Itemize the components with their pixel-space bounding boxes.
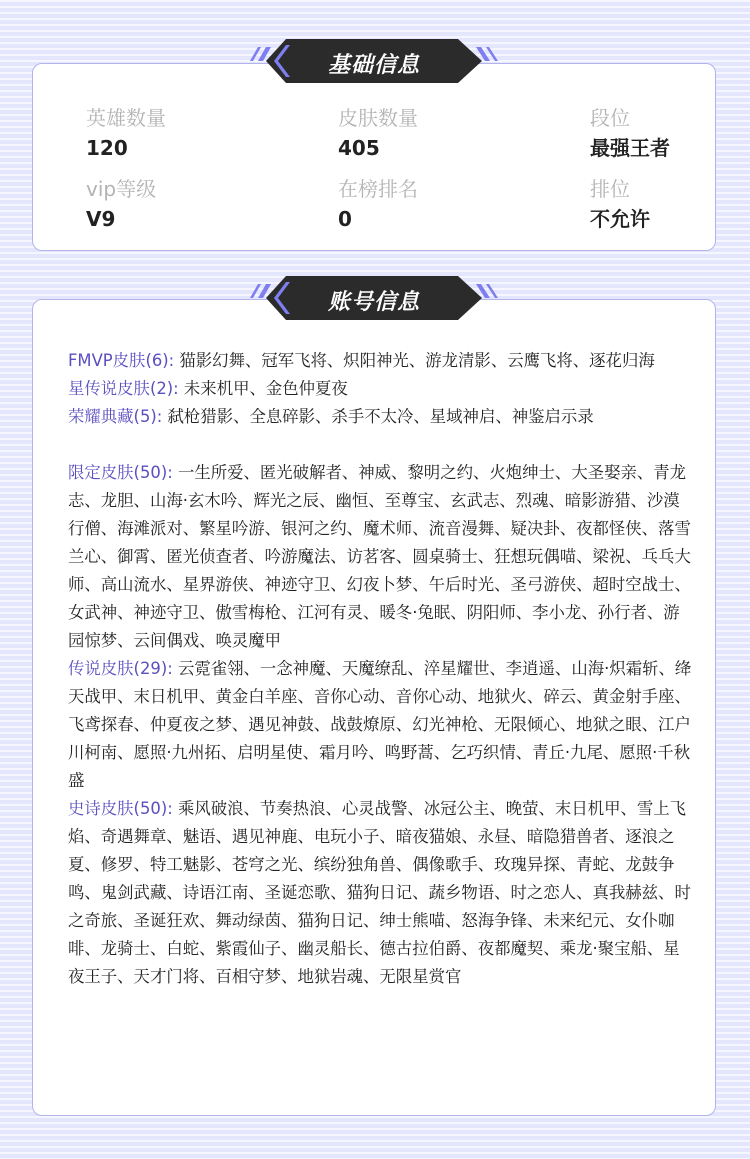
skin-list [68,347,692,991]
stat-leaderboard-rank [338,175,538,233]
skin-group-items: 云霓雀翎、一念神魔、天魔缭乱、淬星耀世、李逍遥、山海·炽霜斩、绛天战甲、末日机甲、黄金白羊座、音你心动、音你心动、地狱火、碎云、黄金射手座、飞鸢探春、仲夏夜之梦、遇见神鼓、战鼓燎原、幻光神枪、无限倾心、地狱之眼、江户川柯南、愿照·九州拓、启明星使、霜月吟、鸣野蒿、乞巧织情、青丘·九尾、愿照·千秋盛 [68,659,692,790]
stat-label: 排位 [590,177,630,201]
stat-value: 0 [338,207,352,231]
stat-value: V9 [86,207,116,231]
stat-ranked-allowed [590,175,750,233]
skin-group-label: 星传说皮肤(2): [68,379,179,398]
skin-group-items: 未来机甲、金色仲夏夜 [183,379,348,398]
skin-group-legend [68,655,692,795]
skin-group-label: 限定皮肤(50): [68,463,173,482]
skin-group-label: FMVP皮肤(6): [68,351,175,370]
stat-label: 皮肤数量 [338,106,418,130]
skin-group-items: 一生所爱、匿光破解者、神威、黎明之约、火炮绅士、大圣娶亲、青龙志、龙胆、山海·玄木吟、辉光之辰、幽恒、至尊宝、玄武志、烈魂、暗影游猎、沙漠行僧、海滩派对、繁星吟游、银河之约、魔术师、流音漫舞、疑决卦、夜都怪侠、落雪兰心、御霄、匿光侦查者、吟游魔法、访茗客、圆桌骑士、狂想玩偶喵、梁祝、乓乓大师、高山流水、星界游侠、神迹守卫、幻夜卜梦、午后时光、圣弓游侠、超时空战士、女武神、神迹守卫、傲雪梅枪、江河有灵、暖冬·兔眠、阴阳师、李小龙、孙行者、游园惊梦、云间偶戏、唤灵魔甲 [68,463,691,650]
stat-label: 在榜排名 [338,177,418,201]
stat-value: 最强王者 [590,136,670,160]
stat-vip-level [86,175,286,233]
skin-group-items: 猫影幻舞、冠军飞将、炽阳神光、游龙清影、云鹰飞将、逐花归海 [179,351,655,370]
basic-info-tab [246,37,502,87]
skin-group-label: 史诗皮肤(50): [68,799,173,818]
stat-rank-tier [590,104,750,162]
account-info-tab [246,274,502,324]
stat-value: 120 [86,136,128,160]
account-info-title: 账号信息 [327,290,420,315]
basic-info-title: 基础信息 [327,53,420,78]
skin-group-epic [68,795,692,991]
stat-hero-count [86,104,286,162]
spacer [68,431,692,459]
skin-group-star-legend [68,375,692,403]
stat-label: 段位 [590,106,630,130]
skin-group-limited [68,459,692,655]
stat-label: vip等级 [86,177,157,201]
skin-group-glory [68,403,692,431]
skin-group-items: 弑枪猎影、全息碎影、杀手不太冷、星域神启、神鉴启示录 [167,407,594,426]
stat-value: 405 [338,136,380,160]
skin-group-label: 荣耀典藏(5): [68,407,163,426]
skin-group-items: 乘风破浪、节奏热浪、心灵战警、冰冠公主、晚萤、末日机甲、雪上飞焰、奇遇舞章、魅语、遇见神鹿、电玩小子、暗夜猫娘、永昼、暗隐猎兽者、逐浪之夏、修罗、特工魅影、苍穹之光、缤纷独角兽、偶像歌手、玫瑰异探、青蛇、龙鼓争鸣、鬼剑武藏、诗语江南、圣诞恋歌、猫狗日记、蔬乡物语、时之恋人、真我赫兹、时之奇旅、圣诞狂欢、舞动绿茵、猫狗日记、绅士熊喵、怒海争锋、未来纪元、女仆咖啡、龙骑士、白蛇、紫霞仙子、幽灵船长、德古拉伯爵、夜都魔契、乘龙·聚宝船、星夜王子、天才门将、百相守梦、地狱岩魂、无限星赏官 [68,799,691,986]
stat-skin-count [338,104,538,162]
skin-group-label: 传说皮肤(29): [68,659,173,678]
skin-group-fmvp [68,347,692,375]
stat-value: 不允许 [590,207,650,231]
stat-label: 英雄数量 [86,106,166,130]
